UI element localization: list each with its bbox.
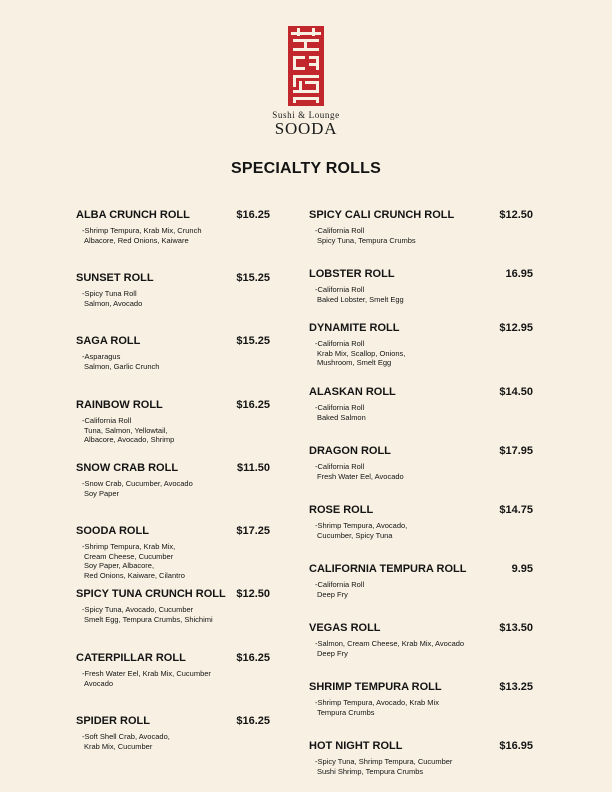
menu-item-description	[309, 462, 533, 481]
menu-item-name: CATERPILLAR ROLL	[76, 652, 186, 664]
menu-item-description-line: -California Roll	[315, 403, 365, 412]
menu-item	[309, 385, 533, 422]
menu-item-description-line: Cucumber, Spicy Tuna	[317, 530, 393, 540]
menu-item-name: SHRIMP TEMPURA ROLL	[309, 681, 442, 693]
menu-item-price: $12.50	[236, 588, 270, 600]
menu-item-name: DYNAMITE ROLL	[309, 322, 400, 334]
menu-item-description-line: Mushroom, Smelt Egg	[317, 358, 392, 367]
menu-item	[76, 524, 270, 580]
menu-item-header	[309, 621, 533, 635]
menu-item-description	[76, 479, 270, 498]
menu-item-description	[76, 289, 270, 308]
menu-item-description	[309, 639, 533, 658]
menu-item-description-line: Albacore, Red Onions, Kaiware	[84, 235, 189, 245]
menu-item	[309, 444, 533, 481]
menu-item	[76, 208, 270, 245]
menu-item-name: ALASKAN ROLL	[309, 386, 396, 398]
menu-item-name: SPIDER ROLL	[76, 715, 150, 727]
menu-item-header	[76, 271, 270, 285]
menu-item-description	[309, 757, 533, 776]
menu-item	[309, 503, 533, 540]
menu-item-header	[309, 680, 533, 694]
menu-item-description-line: Soy Paper	[84, 488, 120, 498]
menu-item-name: SPICY CALI CRUNCH ROLL	[309, 209, 455, 221]
menu-item-name: DRAGON ROLL	[309, 445, 391, 457]
menu-item-description-line: -Salmon, Cream Cheese, Krab Mix, Avocado	[315, 639, 465, 648]
menu-item	[76, 651, 270, 688]
menu-item-price: $16.95	[499, 740, 533, 752]
menu-item-description	[309, 698, 533, 717]
menu-item-description-line: Baked Salmon	[317, 412, 366, 422]
menu-item-header	[309, 385, 533, 399]
menu-item	[76, 714, 270, 751]
menu-item-price: $13.25	[499, 681, 533, 693]
menu-item-price: $16.25	[236, 209, 270, 221]
menu-item-description-line: -Spicy Tuna, Avocado, Cucumber	[82, 605, 194, 614]
menu-item-price: $17.95	[499, 445, 533, 457]
brand-subtitle: Sushi & Lounge	[272, 110, 340, 120]
menu-item	[76, 334, 270, 371]
menu-item-description-line: -Soft Shell Crab, Avocado,	[82, 732, 170, 741]
menu-item-description	[309, 339, 533, 368]
menu-item-description-line: -Spicy Tuna, Shrimp Tempura, Cucumber	[315, 757, 453, 766]
menu-item-name: ALBA CRUNCH ROLL	[76, 209, 190, 221]
menu-item-description-line: -Shrimp Tempura, Krab Mix, Crunch	[82, 226, 202, 235]
menu-item-header	[309, 267, 533, 281]
menu-item-description	[309, 226, 533, 245]
menu-item-description-line: -California Roll	[315, 339, 365, 348]
menu-item-description	[309, 521, 533, 540]
menu-item-description	[76, 605, 270, 624]
menu-item-description	[76, 352, 270, 371]
brand-header	[0, 26, 612, 138]
menu-item-description-line: Fresh Water Eel, Avocado	[317, 471, 404, 481]
menu-item	[309, 621, 533, 658]
menu-item	[76, 587, 270, 624]
menu-item	[76, 461, 270, 498]
menu-item-description-line: Cream Cheese, Cucumber	[84, 551, 174, 561]
menu-item-header	[76, 587, 270, 601]
menu-item-header	[309, 208, 533, 222]
menu-item-name: LOBSTER ROLL	[309, 268, 395, 280]
menu-item-description	[76, 732, 270, 751]
menu-item	[309, 208, 533, 245]
menu-item-price: $14.75	[499, 504, 533, 516]
menu-item	[309, 739, 533, 776]
menu-item-name: HOT NIGHT ROLL	[309, 740, 403, 752]
menu-item-name: SUNSET ROLL	[76, 272, 154, 284]
menu-item-description-line: -Fresh Water Eel, Krab Mix, Cucumber	[82, 669, 211, 678]
menu-item-header	[76, 651, 270, 665]
menu-item-description	[76, 542, 270, 580]
menu-item-description	[76, 226, 270, 245]
menu-item-description-line: Krab Mix, Scallop, Onions,	[317, 348, 406, 358]
menu-item-price: $13.50	[499, 622, 533, 634]
menu-item	[309, 562, 533, 599]
menu-item-header	[76, 461, 270, 475]
menu-item-description-line: Baked Lobster, Smelt Egg	[317, 294, 404, 304]
menu-item-name: SNOW CRAB ROLL	[76, 462, 179, 474]
menu-item-name: SPICY TUNA CRUNCH ROLL	[76, 588, 226, 600]
menu-item-header	[309, 503, 533, 517]
menu-item-description-line: -Shrimp Tempura, Avocado, Krab Mix	[315, 698, 439, 707]
menu-item-description-line: -Snow Crab, Cucumber, Avocado	[82, 479, 193, 488]
menu-item-description-line: Albacore, Avocado, Shrimp	[84, 435, 175, 444]
menu-item	[76, 398, 270, 445]
menu-item-header	[76, 524, 270, 538]
menu-item-description-line: Soy Paper, Albacore,	[84, 561, 155, 570]
menu-item-description-line: Salmon, Garlic Crunch	[84, 361, 160, 371]
menu-item	[76, 271, 270, 308]
menu-item-header	[309, 321, 533, 335]
menu-item-description-line: Sushi Shrimp, Tempura Crumbs	[317, 766, 424, 776]
menu-item-header	[76, 714, 270, 728]
menu-item-description-line: Tuna, Salmon, Yellowtail,	[84, 425, 168, 435]
menu-item-price: 16.95	[505, 268, 533, 280]
menu-item-name: RAINBOW ROLL	[76, 399, 163, 411]
menu-item	[309, 680, 533, 717]
menu-item-description-line: Avocado	[84, 678, 114, 688]
menu-item-description-line: -California Roll	[315, 580, 365, 589]
menu-item-price: $16.25	[236, 399, 270, 411]
menu-item-price: $14.50	[499, 386, 533, 398]
menu-item-price: $16.25	[236, 652, 270, 664]
menu-item-price: $11.50	[236, 462, 270, 474]
menu-item-description-line: Spicy Tuna, Tempura Crumbs	[317, 235, 416, 245]
menu-item-description-line: Deep Fry	[317, 589, 348, 599]
menu-item-description-line: -California Roll	[315, 462, 365, 471]
menu-item-price: $12.50	[499, 209, 533, 221]
menu-item-description-line: -Shrimp Tempura, Krab Mix,	[82, 542, 176, 551]
sooda-logo-icon	[288, 26, 324, 106]
menu-item-price: 9.95	[511, 563, 533, 575]
menu-item-price: $17.25	[236, 525, 270, 537]
menu-item-description-line: -California Roll	[315, 285, 365, 294]
menu-item-price: $15.25	[236, 335, 270, 347]
menu-item-description-line: -Shrimp Tempura, Avocado,	[315, 521, 408, 530]
brand-name: SOODA	[274, 119, 338, 138]
menu-item-price: $16.25	[236, 715, 270, 727]
menu-item-description-line: Red Onions, Kaiware, Cilantro	[84, 570, 185, 580]
menu-item-header	[76, 208, 270, 222]
menu-item-header	[76, 334, 270, 348]
menu-item-description	[309, 403, 533, 422]
menu-item-description-line: -California Roll	[315, 226, 365, 235]
menu-item	[309, 321, 533, 368]
menu-item-name: CALIFORNIA TEMPURA ROLL	[309, 563, 467, 575]
menu-item-description-line: -California Roll	[82, 416, 132, 425]
menu-item-price: $15.25	[236, 272, 270, 284]
menu-item-description-line: Deep Fry	[317, 648, 348, 658]
menu-item-description-line: Smelt Egg, Tempura Crumbs, Shichimi	[84, 614, 213, 624]
menu-item-description-line: -Spicy Tuna Roll	[82, 289, 137, 298]
menu-item-description	[309, 285, 533, 304]
menu-item-header	[309, 444, 533, 458]
menu-item-header	[309, 739, 533, 753]
menu-item-header	[76, 398, 270, 412]
menu-item-description-line: Krab Mix, Cucumber	[84, 741, 153, 751]
menu-item-header	[309, 562, 533, 576]
menu-item-description	[76, 669, 270, 688]
menu-item-name: SOODA ROLL	[76, 525, 149, 537]
menu-item-description-line: -Asparagus	[82, 352, 121, 361]
menu-item-name: VEGAS ROLL	[309, 622, 381, 634]
page-title: SPECIALTY ROLLS	[231, 160, 381, 177]
menu-item-name: ROSE ROLL	[309, 504, 374, 516]
menu-item-name: SAGA ROLL	[76, 335, 141, 347]
menu-item	[309, 267, 533, 304]
menu-item-description	[309, 580, 533, 599]
menu-item-description	[76, 416, 270, 445]
menu-item-description-line: Tempura Crumbs	[317, 707, 375, 717]
menu-item-description-line: Salmon, Avocado	[84, 298, 143, 308]
menu-item-price: $12.95	[499, 322, 533, 334]
